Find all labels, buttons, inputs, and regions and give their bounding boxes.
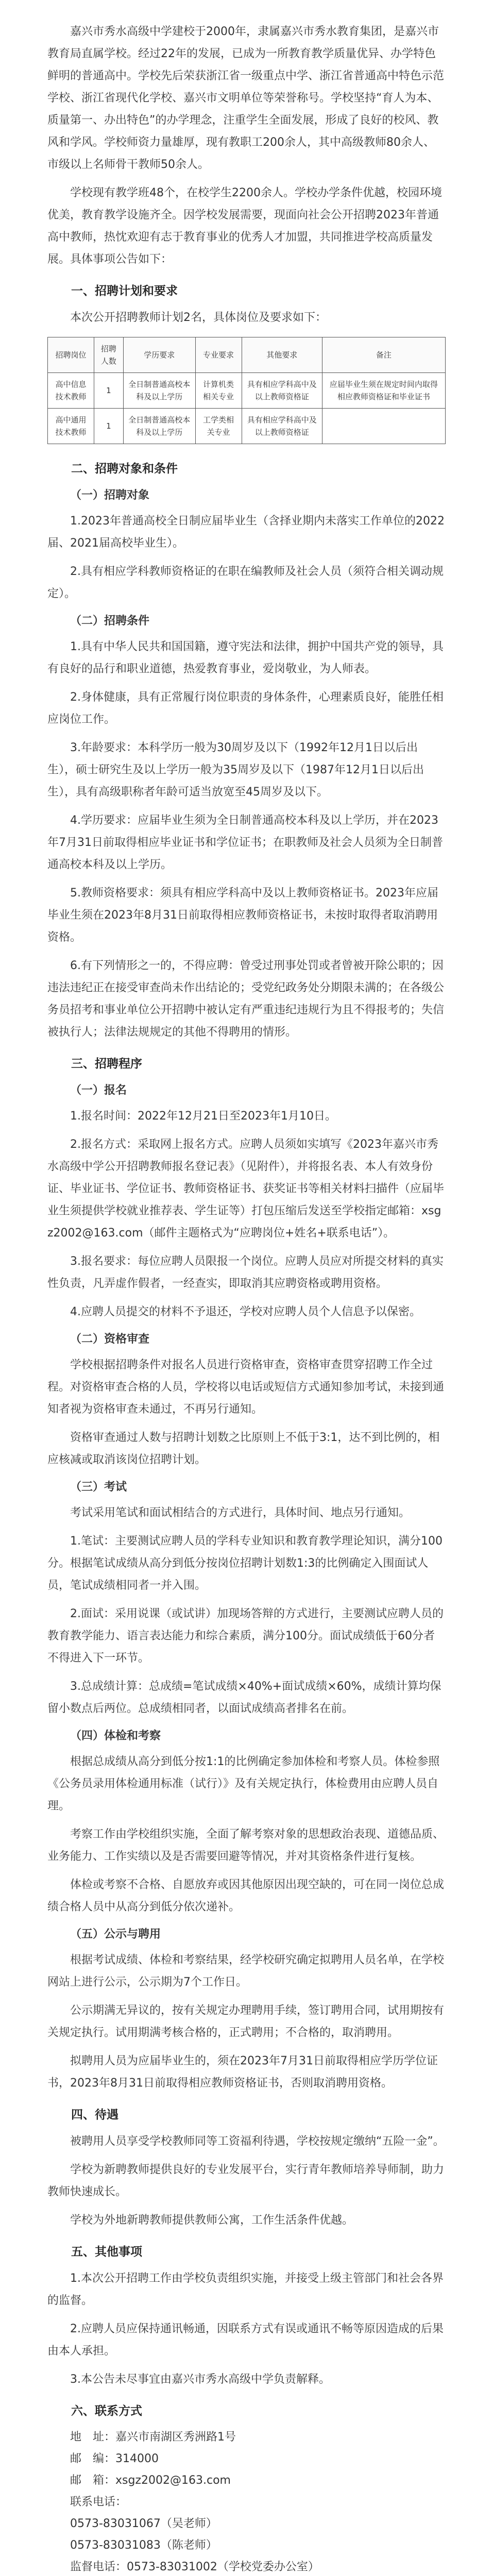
body-paragraph: 6.有下列情形之一的，不得应聘：曾受过刑事处罚或者曾被开除公职的；因违法违纪正在接受审查尚未作出结论的；受党纪政务处分期限未满的；在各级公务员招考和事业单位公开招聘中被认定有严重违纪违规行为且不得报考的；失信被执行人；法律法规规定的其他不得聘用的情形。 [47, 959, 445, 1039]
body-paragraph: 被聘用人员享受学校教师同等工资福利待遇，学校按规定缴纳“五险一金”。 [70, 2135, 445, 2148]
contact-line: 联系电话： [70, 2496, 127, 2509]
body-paragraph: 资格审查通过人数与招聘计划数之比原则上不低于3:1，达不到比例的，相应核减或取消该岗位招聘计划。 [47, 1431, 440, 1466]
contact-email[interactable]: 邮 箱：xsgz2002@163.com [70, 2474, 231, 2487]
table-cell: 高中通用技术教师 [48, 409, 94, 444]
body-paragraph: 学校根据招聘条件对报名人员进行资格审查，资格审查贯穿招聘工作全过程。对资格审查合格的人员，学校将以电话或短信方式通知参加考试，未接到通知者视为资格审查未通过，不再另行通知。 [47, 1359, 445, 1416]
subsection-heading: （三）考试 [70, 1481, 127, 1494]
table-header-cell: 招聘岗位 [48, 337, 94, 373]
plan-description: 本次公开招聘教师计划2名，具体岗位及要求如下： [70, 311, 327, 324]
subsection-heading: （一）招聘对象 [70, 489, 150, 502]
table-header-cell: 其他要求 [242, 337, 322, 373]
body-paragraph: 考察工作由学校组织实施，全面了解考察对象的思想政治表现、道德品质、业务能力、工作实绩以及是否需要回避等情况，并对其资格条件进行复核。 [47, 1828, 445, 1863]
body-paragraph: 4.学历要求：应届毕业生须为全日制普通高校本科及以上学历，并在2023年7月31日前取得相应毕业证书和学位证书；在职教师及社会人员须为全日制普通高校本科及以上学历。 [47, 814, 443, 871]
section-contact [47, 2401, 446, 2576]
subsection-heading: （二）资格审查 [70, 1333, 150, 1346]
body-paragraph: 3.总成绩计算：总成绩=笔试成绩×40%+面试成绩×60%，成绩计算均保留小数点后两位。总成绩相同者，以面试成绩高者排名在前。 [47, 1680, 441, 1715]
intro-paragraph: 学校现有教学班48个，在校学生2200余人。学校办学条件优越，校园环境优美，教育教学设施齐全。因学校发展需要，现面向社会公开招聘2023年普通高中教师，热忱欢迎有志于教育事业的优秀人才加盟，共同推进学校高质量发展。具体事项公告如下： [47, 187, 442, 266]
intro-section [47, 21, 446, 270]
subsection-heading: （二）招聘条件 [70, 615, 150, 628]
recruitment-table [47, 337, 446, 444]
contact-phone: 监督电话：0573-83031002（学校党委办公室） [70, 2561, 319, 2573]
section-benefits [47, 2105, 446, 2231]
body-paragraph: 1.具有中华人民共和国国籍，遵守宪法和法律，拥护中国共产党的领导，具有良好的品行和职业道德，热爱教育事业，爱岗敬业，为人师表。 [47, 640, 444, 675]
body-paragraph: 5.教师资格要求：须具有相应学科高中及以上教师资格证书。2023年应届毕业生须在2023年8月31日前取得相应教师资格证书，未按时取得者取消聘用资格。 [47, 887, 438, 944]
table-cell: 应届毕业生须在规定时间内取得相应教师资格证和毕业证书 [322, 373, 445, 409]
body-paragraph: 2.应聘人员应保持通讯畅通，因联系方式有误或通讯不畅等原因造成的后果由本人承担。 [47, 2323, 444, 2358]
section-heading: 四、待遇 [71, 2108, 118, 2122]
body-paragraph: 3.本公告未尽事宜由嘉兴市秀水高级中学负责解释。 [70, 2373, 330, 2386]
table-cell: 工学类相关专业 [195, 409, 242, 444]
body-paragraph: 根据考试成绩、体检和考察结果，经学校研究确定拟聘用人员名单，在学校网站上进行公示，公示期为7个工作日。 [47, 1954, 445, 1989]
body-paragraph: 1.报名时间：2022年12月21日至2023年1月10日。 [70, 1110, 336, 1123]
body-paragraph: 公示期满无异议的，按有关规定办理聘用手续，签订聘用合同，试用期按有关规定执行。试用期满考核合格的，正式聘用；不合格的，取消聘用。 [47, 2004, 445, 2039]
table-row [48, 373, 446, 409]
body-paragraph: 1.2023年普通高校全日制应届毕业生（含择业期内未落实工作单位的2022届、2021届高校毕业生）。 [47, 515, 445, 550]
body-paragraph: 1.笔试：主要测试应聘人员的学科专业知识和教育教学理论知识，满分100分。根据笔试成绩从高分到低分按岗位招聘计划数1:3的比例确定入围面试人员，笔试成绩相同者一并入围。 [47, 1535, 443, 1592]
section-heading: 五、其他事项 [71, 2245, 142, 2259]
table-cell: 1 [94, 409, 124, 444]
body-paragraph: 学校为新聘教师提供良好的专业发展平台，实行青年教师培养导师制，助力教师快速成长。 [47, 2163, 445, 2198]
body-paragraph: 2.身体健康，具有正常履行岗位职责的身体条件，心理素质良好，能胜任相应岗位工作。 [47, 691, 444, 726]
section-heading: 一、招聘计划和要求 [71, 284, 178, 298]
contact-phone: 0573-83031083（陈老师） [70, 2539, 217, 2552]
table-cell: 高中信息技术教师 [48, 373, 94, 409]
body-paragraph: 体检或考察不合格、自愿放弃或因其他原因出现空缺的，可在同一岗位总成绩合格人员中从高分到低分依次递补。 [47, 1878, 445, 1913]
subsection-heading: （五）公示与聘用 [70, 1928, 161, 1941]
table-cell: 全日制普通高校本科及以上学历 [123, 409, 195, 444]
table-header-cell: 备注 [322, 337, 445, 373]
body-paragraph: 根据总成绩从高分到低分按1:1的比例确定参加体检和考察人员。体检参照《公务员录用体检通用标准（试行）》及有关规定执行，体检费用由应聘人员自理。 [47, 1755, 440, 1812]
body-paragraph: 3.年龄要求：本科学历一般为30周岁及以下（1992年12月1日以后出生），硕士研究生及以上学历一般为35周岁及以下（1987年12月1日以后出生），具有高级职称者年龄可适当放宽至45周岁及以下。 [47, 741, 424, 799]
section-other [47, 2242, 446, 2391]
body-paragraph: 1.本次公开招聘工作由学校负责组织实施，并接受上级主管部门和社会各界的监督。 [47, 2272, 444, 2307]
body-paragraph: 2.具有相应学科教师资格证的在职在编教师及社会人员（须符合相关调动规定）。 [47, 565, 444, 600]
table-header-row [48, 337, 446, 373]
section-recruitment-plan [47, 281, 446, 444]
table-cell: 计算机类相关专业 [195, 373, 242, 409]
body-paragraph: 考试采用笔试和面试相结合的方式进行，具体时间、地点另行通知。 [70, 1506, 411, 1519]
table-header-cell: 招聘人数 [94, 337, 124, 373]
table-header-cell: 学历要求 [123, 337, 195, 373]
body-paragraph: 学校为外地新聘教师提供教师公寓，工作生活条件优越。 [70, 2214, 354, 2227]
subsection-heading: （四）体检和考察 [70, 1730, 161, 1742]
contact-line: 邮 编：314000 [70, 2452, 159, 2465]
body-paragraph: 4.应聘人员提交的材料不予退还，学校对应聘人员个人信息予以保密。 [70, 1306, 421, 1318]
body-paragraph: 2.面试：采用说课（或试讲）加现场答辩的方式进行，主要测试应聘人员的教育教学能力、语言表达能力和综合素质，满分100分。面试成绩低于60分者不得进入下一环节。 [47, 1607, 444, 1665]
contact-phone: 0573-83031067（吴老师） [70, 2517, 217, 2530]
body-paragraph: 3.报名要求：每位应聘人员限报一个岗位。应聘人员应对所提交材料的真实性负责，凡弄虚作假者，一经查实，即取消其应聘资格或聘用资格。 [47, 1255, 444, 1290]
section-procedure [47, 1054, 446, 2094]
table-cell: 具有相应学科高中及以上教师资格证 [242, 409, 322, 444]
table-cell: 具有相应学科高中及以上教师资格证 [242, 373, 322, 409]
section-heading: 二、招聘对象和条件 [71, 462, 178, 476]
section-eligibility [47, 459, 446, 1043]
body-paragraph: 2.报名方式：采取网上报名方式。应聘人员须如实填写《2023年嘉兴市秀水高级中学公开招聘教师报名登记表》（见附件），并将报名表、本人有效身份证、毕业证书、学位证书、教师资格证书、获奖证书等相关材料扫描件（应届毕业生须提供学校就业推荐表、学生证等）打包压缩后发送至学校指定邮箱：xsgz2002@163.com（邮件主题格式为“应聘岗位+姓名+联系电话”）。 [47, 1138, 445, 1240]
contact-line: 地 址：嘉兴市南湖区秀洲路1号 [70, 2431, 236, 2444]
table-cell [322, 409, 445, 444]
intro-paragraph: 嘉兴市秀水高级中学建校于2000年，隶属嘉兴市秀水教育集团，是嘉兴市教育局直属学校。经过22年的发展，已成为一所教育教学质量优异、办学特色鲜明的普通高中。学校先后荣获浙江省一级重点中学、浙江省普通高中特色示范学校、浙江省现代化学校、嘉兴市文明单位等荣誉称号。学校坚持“育人为本、质量第一、办出特色”的办学理念，注重学生全面发展，形成了良好的校风、教风和学风。学校师资力量雄厚，现有教职工200余人，其中高级教师80余人、市级以上名师骨干教师50余人。 [47, 25, 445, 171]
subsection-heading: （一）报名 [70, 1084, 127, 1097]
section-heading: 六、联系方式 [71, 2404, 142, 2418]
table-row [48, 409, 446, 444]
body-paragraph: 拟聘用人员为应届毕业生的，须在2023年7月31日前取得相应学历学位证书，2023年8月31日前取得相应教师资格证书，否则取消聘用资格。 [47, 2055, 438, 2090]
table-cell: 全日制普通高校本科及以上学历 [123, 373, 195, 409]
table-cell: 1 [94, 373, 124, 409]
section-heading: 三、招聘程序 [71, 1057, 142, 1071]
table-header-cell: 专业要求 [195, 337, 242, 373]
